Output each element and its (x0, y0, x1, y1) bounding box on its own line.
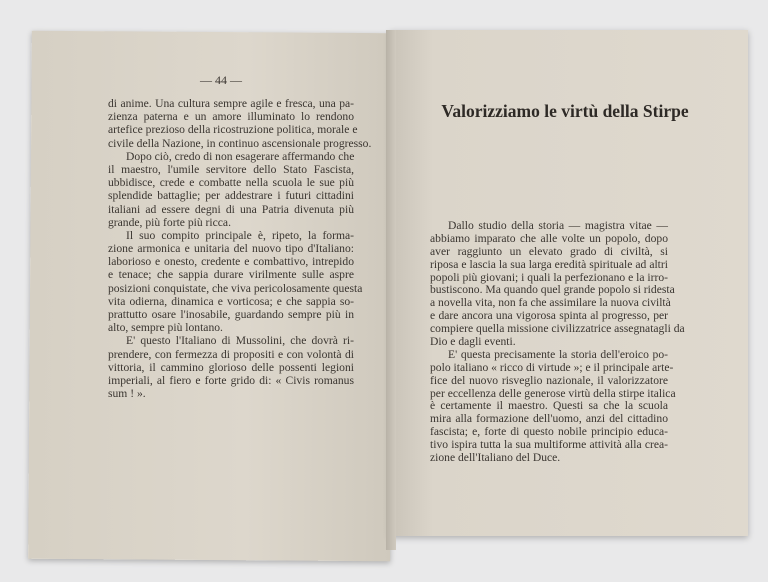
text-line: E' questa precisamente la storia dell'eroico po- (448, 347, 668, 361)
text-line: per eccellenza delle generose virtù della stirpe italica (430, 386, 676, 400)
text-line: e dare ancora una vigorosa spinta al progresso, per (430, 309, 668, 323)
text-line: Dio e dagli eventi. (430, 335, 516, 349)
text-line: bustiscono. Ma quando quel grande popolo si ridesta (430, 283, 675, 297)
text-line: E' questo l'Italiano di Mussolini, che dovrà ri- (126, 334, 354, 348)
page-number: — 44 — (200, 73, 242, 87)
text-line: è certamente il maestro. Questi sa che la scuola (430, 399, 668, 413)
text-line: aver raggiunto un elevato grado di civiltà, si (430, 244, 668, 258)
text-line: imperiali, al fiero e forte grido di: « Civis romanus (108, 373, 354, 387)
right-page-text (430, 219, 685, 465)
text-line: Dopo ciò, credo di non esagerare affermando che (126, 149, 355, 163)
text-line: ubbidisce, crede e combatte nella scuola le sue più (108, 176, 354, 190)
text-line: posizioni conquistate, che viva pericolosamente questa (108, 281, 363, 295)
text-line: zienza paterna e un amore illuminato lo rendono (108, 110, 354, 124)
text-line: vittoria, il cammino glorioso delle possenti legioni (108, 360, 354, 374)
text-line: e tenace; che sappia durare virilmente sulle aspre (108, 268, 354, 282)
text-line: grande, più forte più ricca. (108, 215, 231, 229)
text-line: a novella vita, non fa che assimilare la nuova civiltà (430, 296, 671, 310)
text-line: sum ! ». (108, 387, 146, 401)
text-line: tivo ispira tutta la sua multiforme attività alla crea- (430, 438, 668, 452)
text-line: laborioso e onesto, credente e combattivo, intrepido (108, 255, 354, 269)
text-line: prendere, con fermezza di propositi e con volontà di (108, 347, 354, 361)
text-line: Dallo studio della storia — magistra vitae — (448, 219, 668, 232)
text-line: prattutto osare l'inosabile, guardando sempre più in (108, 308, 354, 321)
text-line: riposa e lascia la sua larga eredità spirituale ad altri (430, 257, 668, 271)
text-line: alto, sempre più lontano. (108, 321, 223, 335)
text-line: Il suo compito principale è, ripeto, la forma- (126, 228, 354, 242)
text-line: vita odierna, dinamica e vorticosa; e che sappia so- (108, 294, 354, 308)
chapter-title: Valorizziamo le virtù della Stirpe (441, 101, 689, 121)
text-line: fice del nuovo risveglio nazionale, il valorizzatore (430, 373, 668, 387)
text-line: polo italiano « ricco di virtude »; e il principale arte- (430, 360, 674, 374)
text-line: artefice prezioso della ricostruzione politica, morale e (108, 123, 358, 137)
text-line: il maestro, l'umile servitore dello Stato Fascista, (108, 162, 354, 176)
text-line: compiere quella missione civilizzatrice assegnatagli da (430, 322, 685, 336)
text-line: popoli più giovani; i quali la perfezionano e la irro- (430, 270, 668, 284)
text-line: di anime. Una cultura sempre agile e fresca, una pa- (108, 97, 354, 110)
text-line: abbiamo imparato che alle volte un popolo, dopo (430, 231, 668, 245)
text-line: splendide battaglie; per addestrare i futuri cittadini (108, 189, 354, 203)
text-line: zione dell'Italiano del Duce. (430, 451, 561, 465)
text-line: italiani ad essere degni di una Patria divenuta più (108, 202, 354, 216)
book-gutter (386, 30, 396, 550)
text-line: civile della Nazione, in continuo ascensionale progresso. (108, 136, 372, 150)
text-line: mira alla formazione dell'uomo, anzi del cittadino (430, 412, 668, 426)
left-page-text (108, 97, 372, 401)
text-line: fascista; e, forte di questo nobile principio educa- (430, 425, 668, 439)
text-line: zione armonica e unitaria del nuovo tipo d'Italiano: (108, 242, 354, 256)
